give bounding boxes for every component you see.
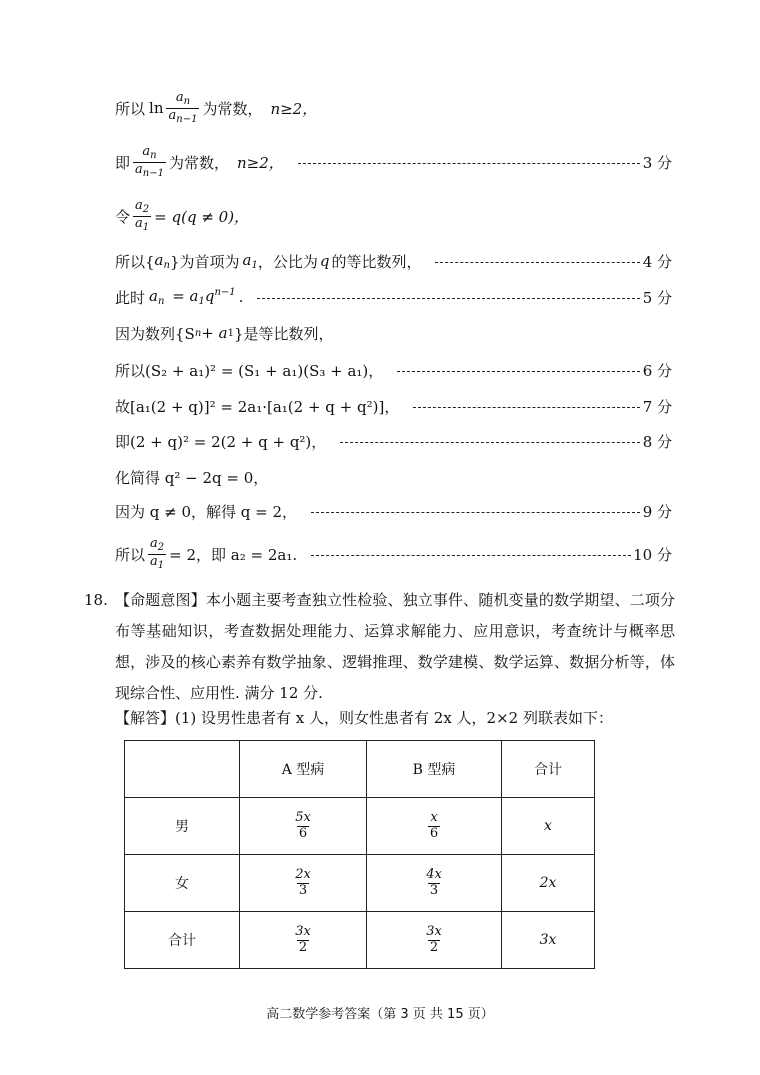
table-cell: 3x [502, 912, 595, 969]
line-text: 即 [115, 153, 131, 172]
sequence-an: $a_n$ [154, 251, 170, 271]
expression: = 2，即 a₂ = 2a₁. [169, 545, 298, 564]
dotted-leader [311, 555, 631, 556]
line-text: 为常数， [168, 153, 229, 172]
question-intent: 【命题意图】本小题主要考查独立性检验、独立事件、随机变量的数学期望、二项分布等基础知识，考查数据处理能力、运算求解能力、应用意识，考查统计与概率思想，涉及的核心素养有数学抽象、逻辑推理、数学建模、数学运算、数据分析等，体现综合性、应用性. 满分 12 分. [115, 591, 675, 702]
derivation-line-11 [115, 498, 672, 524]
derivation-line-2 [115, 142, 672, 182]
condition: n≥2， [236, 153, 284, 172]
line-text: 此时 [115, 288, 146, 307]
question-number: 18. [84, 591, 108, 609]
header-cell: B 型病 [367, 741, 502, 798]
row-label: 合计 [125, 912, 240, 969]
expression: = q(q ≠ 0)， [154, 207, 250, 226]
line-text: }是等比数列， [233, 324, 334, 343]
derivation-line-6: 因为数列{S n + a 1 }是等比数列， [115, 324, 334, 343]
score-mark: 9 分 [642, 502, 672, 521]
fraction: $\frac{a_2}{a_1}$ [150, 536, 165, 571]
derivation-line-10 [115, 464, 672, 490]
general-term: $a_n = a_1q^{n-1}$ [149, 287, 236, 307]
line-text: 所以(S₂ + a₁)² = (S₁ + a₁)(S₃ + a₁)， [115, 361, 384, 380]
answer-intro: 【解答】(1) 设男性患者有 x 人，则女性患者有 2x 人，2×2 列联表如下： [115, 709, 613, 727]
table-cell: $\frac{4x}{3}$ [367, 855, 502, 912]
table-cell: $\frac{5x}{6}$ [240, 798, 367, 855]
line-text: 的等比数列， [331, 252, 422, 271]
line-text: 所以 [115, 99, 146, 118]
table-cell: x [502, 798, 595, 855]
derivation-line-12 [115, 534, 672, 574]
line-text: 为常数， [202, 99, 263, 118]
line-text: . [238, 288, 244, 306]
dotted-leader [298, 163, 640, 164]
table-header-row [125, 741, 595, 798]
row-label: 男 [125, 798, 240, 855]
derivation-line-3 [115, 196, 672, 236]
page-footer: 高二数学参考答案（第 3 页 共 15 页） [266, 1007, 494, 1022]
dotted-leader [413, 407, 640, 408]
line-text: 因为 q ≠ 0，解得 q = 2， [115, 502, 298, 521]
dotted-leader [435, 262, 640, 263]
score-mark: 10 分 [633, 545, 672, 564]
fraction: $\frac{a_n}{a_{n-1}}$ [168, 90, 198, 125]
line-text: 化简得 q² − 2q = 0， [115, 468, 269, 487]
dotted-leader [311, 512, 640, 513]
fraction: $\frac{a_n}{a_{n-1}}$ [135, 144, 164, 179]
derivation-line-1 [115, 88, 672, 128]
line-text: ，公比为 [257, 252, 318, 271]
score-mark: 4 分 [642, 252, 672, 271]
line-text: 所以{ [115, 252, 155, 271]
dotted-leader [397, 371, 640, 372]
score-mark: 5 分 [642, 288, 672, 307]
table-row [125, 855, 595, 912]
term-a1: $a_1$ [242, 251, 258, 271]
line-text: 即(2 + q)² = 2(2 + q + q²)， [115, 432, 327, 451]
header-cell: 合计 [502, 741, 595, 798]
ln-symbol: ln [149, 99, 164, 117]
table-cell: $\frac{3x}{2}$ [367, 912, 502, 969]
fraction: $\frac{a_2}{a_1}$ [135, 198, 150, 233]
score-mark: 7 分 [642, 397, 672, 416]
score-mark: 8 分 [642, 432, 672, 451]
dotted-leader [257, 298, 640, 299]
line-text: 所以 [115, 545, 146, 564]
line-text: 令 [115, 207, 131, 226]
score-mark: 3 分 [642, 153, 672, 172]
table-cell: $\frac{x}{6}$ [367, 798, 502, 855]
derivation-line-7 [115, 357, 672, 383]
derivation-line-8 [115, 393, 672, 419]
line-text: }为首项为 [169, 252, 240, 271]
header-cell [125, 741, 240, 798]
derivation-line-5 [115, 284, 672, 310]
dotted-leader [340, 442, 640, 443]
derivation-line-9 [115, 428, 672, 454]
table-cell: $\frac{3x}{2}$ [240, 912, 367, 969]
table-row [125, 912, 595, 969]
line-text: 因为数列{S [115, 324, 195, 343]
score-mark: 6 分 [642, 361, 672, 380]
contingency-table [124, 740, 595, 969]
ratio-q: q [319, 252, 330, 270]
row-label: 女 [125, 855, 240, 912]
table-cell: 2x [502, 855, 595, 912]
condition: n≥2， [270, 99, 318, 118]
table-row [125, 798, 595, 855]
derivation-line-4 [115, 248, 672, 274]
header-cell: A 型病 [240, 741, 367, 798]
table-cell: $\frac{2x}{3}$ [240, 855, 367, 912]
line-text: 故[a₁(2 + q)]² = 2a₁·[a₁(2 + q + q²)]， [115, 397, 400, 416]
